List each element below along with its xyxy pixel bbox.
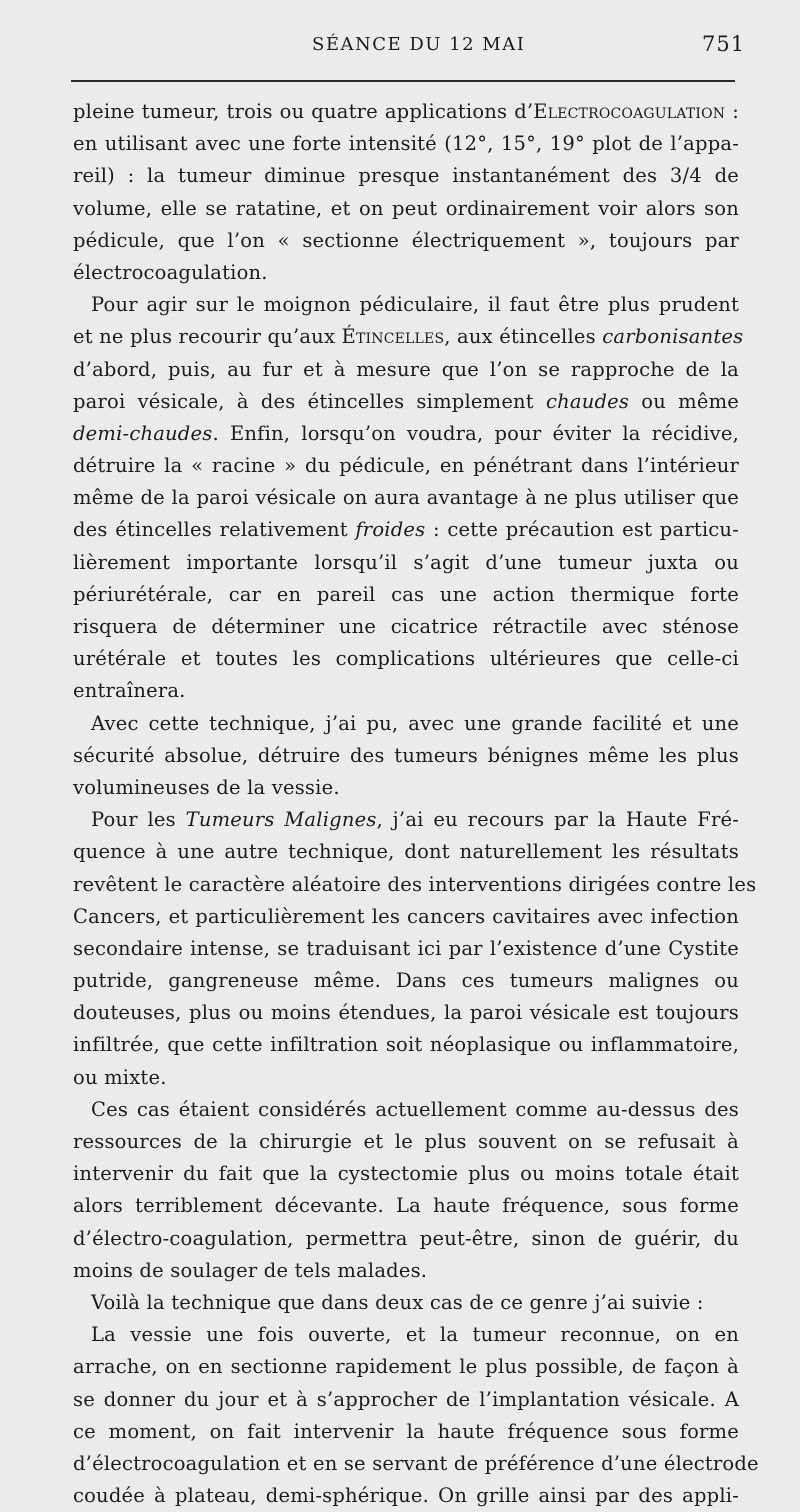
small-caps-text: Electrocoagulation	[533, 100, 726, 123]
small-caps-text: Étincelles	[341, 325, 445, 349]
text-line	[73, 611, 739, 643]
text-segment: d’abord, puis, au fur et à mesure que l’on se rapproche de la	[73, 357, 739, 381]
text-segment: se donner du jour et à s’approcher de l’implantation vésicale. A	[73, 1387, 739, 1411]
text-segment: quence à une autre technique, dont naturellement les résultats	[73, 840, 739, 864]
text-segment: intervenir du fait que la cystectomie plus ou moins totale était	[73, 1162, 739, 1186]
text-segment: :	[725, 100, 739, 123]
text-line	[73, 160, 739, 192]
text-segment: électrocoagulation.	[73, 260, 268, 284]
text-segment: d’électrocoagulation et en se servant de préférence d’une électrode	[73, 1451, 759, 1475]
text-segment: . Enfin, lorsqu’on voudra, pour éviter la récidive,	[212, 421, 739, 445]
text-line	[73, 869, 757, 901]
text-segment: ou même	[629, 389, 740, 413]
text-segment: Pour les	[91, 808, 186, 832]
text-segment: détruire la « racine » du pédicule, en pénétrant dans l’intérieur	[73, 454, 739, 478]
text-line	[73, 933, 739, 965]
text-segment: : cette précaution est particu-	[425, 518, 739, 542]
text-line	[73, 1190, 739, 1222]
text-segment: coudée à plateau, demi-sphérique. On grille ainsi par des appli-	[73, 1484, 739, 1508]
text-segment: et ne plus recourir qu’aux	[73, 325, 342, 349]
text-line	[73, 1029, 739, 1061]
italic-text: froides	[355, 518, 426, 542]
text-line	[73, 257, 739, 289]
text-line	[73, 1416, 739, 1448]
italic-text: Tumeurs Malignes	[185, 808, 377, 832]
body-text	[73, 96, 759, 1512]
text-line	[73, 354, 739, 386]
text-segment: volumineuses de la vessie.	[73, 775, 340, 799]
text-segment: des étincelles relativement	[73, 518, 356, 542]
text-segment: paroi vésicale, à des étincelles simplement	[73, 389, 547, 413]
text-line	[73, 418, 739, 450]
text-line	[73, 901, 739, 933]
text-line	[73, 643, 739, 675]
text-line	[73, 289, 739, 321]
text-segment: , aux étincelles	[444, 325, 603, 349]
text-line	[73, 836, 739, 868]
text-segment: douteuses, plus ou moins étendues, la paroi vésicale est toujours	[73, 1001, 739, 1025]
text-segment: alors terriblement décevante. La haute fréquence, sous forme	[73, 1194, 739, 1218]
text-line	[73, 193, 739, 225]
text-line	[73, 547, 739, 579]
text-segment: secondaire intense, se traduisant ici par l’existence d’une Cystite	[73, 936, 739, 960]
italic-text: carbonisantes	[602, 325, 744, 349]
running-head: SÉANCE DU 12 MAI	[312, 34, 526, 55]
text-line	[73, 386, 739, 418]
text-segment: d’électro-coagulation, permettra peut-être, sinon de guérir, du	[73, 1226, 739, 1250]
text-line	[73, 1062, 739, 1094]
italic-text: demi-chaudes	[73, 421, 213, 445]
text-segment: , j’ai eu recours par la Haute Fré-	[376, 808, 740, 832]
text-line	[73, 1255, 739, 1287]
text-segment: volume, elle se ratatine, et on peut ordinairement voir alors son	[73, 196, 739, 220]
text-segment: ressources de la chirurgie et le plus souvent on se refusait à	[73, 1130, 739, 1153]
text-line	[73, 1223, 739, 1255]
page-header	[0, 34, 800, 64]
text-segment: revêtent le caractère aléatoire des interventions dirigées contre les	[73, 872, 757, 896]
text-line	[73, 1319, 739, 1351]
header-rule	[71, 80, 735, 82]
text-segment: La vessie une fois ouverte, et la tumeur reconnue, on en	[91, 1323, 739, 1347]
text-segment: reil) : la tumeur diminue presque instantanément des 3/4 de	[73, 164, 739, 188]
text-line	[73, 1126, 739, 1158]
text-line	[73, 1384, 739, 1416]
text-segment: même de la paroi vésicale on aura avantage à ne plus utiliser que	[73, 486, 739, 510]
text-line	[73, 1158, 739, 1190]
text-line	[73, 965, 739, 997]
text-segment: lièrement importante lorsqu’il s’agit d’une tumeur juxta ou	[73, 550, 739, 574]
text-segment: Avec cette technique, j’ai pu, avec une grande facilité et une	[91, 711, 739, 735]
text-line	[73, 225, 739, 257]
text-line	[73, 1287, 739, 1319]
text-segment: Ces cas étaient considérés actuellement comme au-dessus des	[91, 1097, 739, 1121]
text-segment: Voilà la technique que dans deux cas de ce genre j’ai suivie :	[91, 1290, 704, 1314]
text-line	[73, 96, 739, 128]
text-segment: ce moment, on fait intervenir la haute fréquence sous forme	[73, 1419, 739, 1443]
text-line	[73, 482, 739, 514]
text-segment: sécurité absolue, détruire des tumeurs bénignes même les plus	[73, 743, 739, 767]
text-line	[73, 128, 739, 160]
text-line	[73, 675, 739, 707]
text-line	[73, 1448, 759, 1480]
text-line	[73, 997, 739, 1029]
text-segment: entraînera.	[73, 679, 186, 703]
text-segment: Cancers, et particulièrement les cancers cavitaires avec infection	[73, 904, 739, 928]
italic-text: chaudes	[546, 389, 630, 413]
text-segment: pleine tumeur, trois ou quatre applications d’	[73, 100, 534, 123]
text-line	[73, 450, 739, 482]
text-line	[73, 804, 739, 836]
text-segment: Pour agir sur le moignon pédiculaire, il faut être plus prudent	[91, 293, 739, 317]
text-segment: en utilisant avec une forte intensité (12°, 15°, 19° plot de l’appa-	[73, 132, 739, 156]
text-segment: ou mixte.	[73, 1065, 167, 1089]
text-line	[73, 321, 744, 353]
text-segment: pédicule, que l’on « sectionne électriquement », toujours par	[73, 228, 739, 252]
text-line	[73, 708, 739, 740]
text-segment: risquera de déterminer une cicatrice rétractile avec sténose	[73, 615, 739, 638]
text-line	[73, 772, 739, 804]
text-line	[73, 514, 739, 546]
text-segment: arrache, on en sectionne rapidement le plus possible, de façon à	[73, 1355, 739, 1379]
page-number: 751	[702, 32, 746, 56]
text-segment: urétérale et toutes les complications ultérieures que celle-ci	[73, 647, 739, 671]
text-segment: infiltrée, que cette infiltration soit néoplasique ou inflammatoire,	[73, 1033, 739, 1057]
text-line	[73, 579, 739, 611]
text-segment: périurétérale, car en pareil cas une action thermique forte	[73, 582, 739, 606]
text-line	[73, 1480, 739, 1512]
text-segment: putride, gangreneuse même. Dans ces tumeurs malignes ou	[73, 969, 739, 993]
text-line	[73, 740, 739, 772]
text-segment: moins de soulager de tels malades.	[73, 1258, 428, 1282]
text-line	[73, 1094, 739, 1126]
